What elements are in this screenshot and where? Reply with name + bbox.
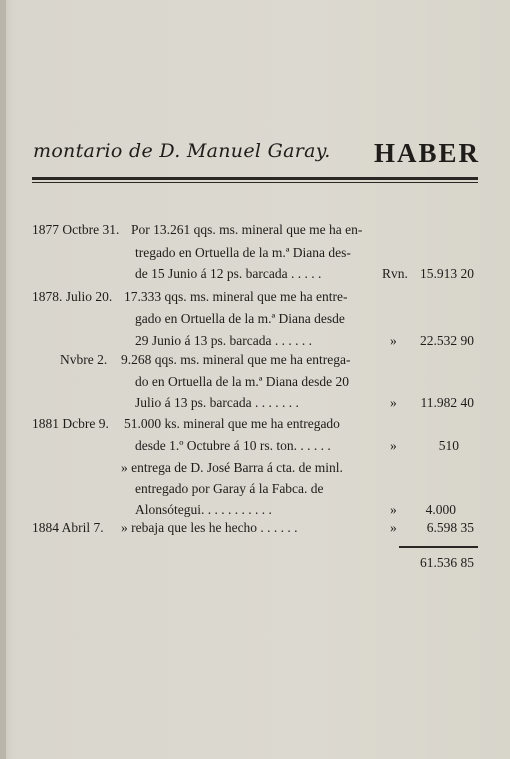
entry-amount: 4.000: [425, 502, 456, 517]
entry-date: 1884 Abril 7.: [32, 520, 104, 535]
entry-text: 9.268 qqs. ms. mineral que me ha entrega-: [121, 352, 351, 367]
ledger-line: [0, 458, 510, 478]
entry-text: Por 13.261 qqs. ms. mineral que me ha en-: [131, 222, 363, 237]
entry-text: entregado por Garay á la Fabca. de: [135, 481, 324, 496]
ledger-line: [0, 518, 510, 538]
ledger-line: [0, 372, 510, 392]
entry-text: tregado en Ortuella de la m.ª Diana des-: [135, 245, 351, 260]
entry-date: Nvbre 2.: [60, 352, 108, 367]
ditto-mark: »: [390, 502, 397, 517]
ledger-line: [0, 220, 510, 240]
entry-text: do en Ortuella de la m.ª Diana desde 20: [135, 374, 350, 389]
entry-text: » rebaja que les he hecho . . . . . .: [121, 520, 298, 535]
entry-amount: 15.913 20: [420, 266, 474, 281]
ditto-mark: »: [390, 438, 397, 453]
ditto-mark: »: [390, 520, 397, 535]
ledger-line: [0, 500, 510, 520]
ditto-mark: »: [390, 395, 397, 410]
ditto-mark: »: [390, 333, 397, 348]
entry-amount: 510: [438, 438, 459, 453]
entry-amount: 6.598 35: [426, 520, 474, 535]
entry-amount: 22.532 90: [420, 333, 474, 348]
entry-amount: 11.982 40: [420, 395, 474, 410]
ledger-total: 61.536 85: [420, 555, 474, 570]
entry-text: Julio á 13 ps. barcada . . . . . . .: [135, 395, 299, 410]
entry-text: 17.333 qqs. ms. mineral que me ha entre-: [124, 289, 348, 304]
ledger-line: [0, 393, 510, 413]
entry-date: 1877 Octbre 31.: [32, 222, 120, 237]
entry-text: Alonsótegui. . . . . . . . . . .: [135, 502, 272, 517]
entry-text: de 15 Junio á 12 ps. barcada . . . . .: [135, 266, 322, 281]
currency-mark: Rvn.: [382, 266, 408, 281]
entry-date: 1881 Dcbre 9.: [32, 416, 109, 431]
ledger-line: [0, 414, 510, 434]
entry-date: 1878. Julio 20.: [32, 289, 113, 304]
ledger-line: [0, 479, 510, 499]
ledger-line: [0, 331, 510, 351]
section-title: HABER: [373, 138, 480, 168]
entry-text: » entrega de D. José Barra á cta. de minl.: [121, 460, 343, 475]
account-holder-title: montario de D. Manuel Garay.: [33, 140, 331, 162]
entry-text: 29 Junio á 13 ps. barcada . . . . . .: [135, 333, 312, 348]
entry-text: 51.000 ks. mineral que me ha entregado: [124, 416, 340, 431]
entry-text: gado en Ortuella de la m.ª Diana desde: [135, 311, 345, 326]
header-rule-thick: [32, 177, 478, 180]
ledger-line: [0, 309, 510, 329]
entry-text: desde 1.º Octubre á 10 rs. ton. . . . . .: [135, 438, 331, 453]
ledger-line: [0, 350, 510, 370]
page-header: [30, 138, 480, 178]
header-rule-thin: [32, 182, 478, 183]
ledger-line: [0, 243, 510, 263]
ledger-line: [0, 287, 510, 307]
ledger-line: [0, 264, 510, 284]
ledger-line: [0, 436, 510, 456]
total-rule: [399, 546, 478, 548]
